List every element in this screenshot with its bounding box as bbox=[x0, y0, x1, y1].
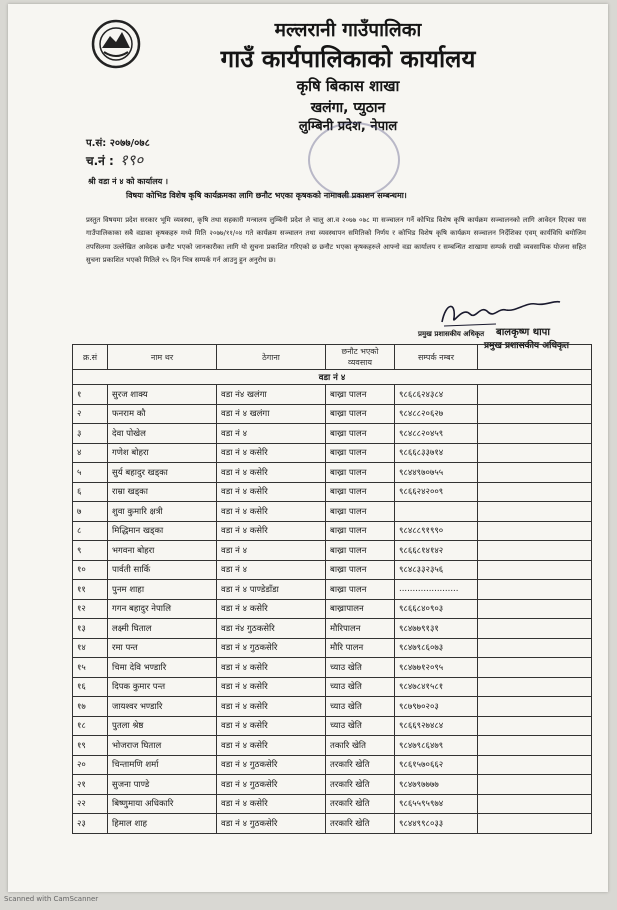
office-name: गाउँ कार्यपालिकाको कार्यालय bbox=[220, 45, 476, 73]
serial-cell: १९ bbox=[73, 736, 108, 756]
serial-cell: ४ bbox=[73, 443, 108, 463]
business-cell: तरकारि खेति bbox=[326, 755, 395, 775]
business-cell: बाख्रा पालन bbox=[326, 521, 395, 541]
serial-cell: १३ bbox=[73, 619, 108, 639]
contact-cell: ९८६६२४२००९ bbox=[395, 482, 478, 502]
address-cell: वडा नं४ गुठकसेरि bbox=[217, 619, 326, 639]
business-cell: बाख्रा पालन bbox=[326, 580, 395, 600]
address-cell: वडा नं ४ गुठकसेरि bbox=[217, 814, 326, 834]
serial-cell: २३ bbox=[73, 814, 108, 834]
signatory-title: प्रमुख प्रशासकीय अधिकृत bbox=[484, 341, 570, 351]
signatory-name: बालकृष्ण थापा bbox=[496, 327, 550, 338]
blank-cell bbox=[478, 482, 592, 502]
contact-cell: ९८६६८३३७१४ bbox=[395, 443, 478, 463]
contact-cell: ९८६५५९५९७४ bbox=[395, 794, 478, 814]
contact-cell: ९८४८८९१९९० bbox=[395, 521, 478, 541]
contact-cell: ९८४७९७७७७ bbox=[395, 775, 478, 795]
business-cell: च्याउ खेति bbox=[326, 716, 395, 736]
header-blank bbox=[478, 345, 592, 370]
selected-farmers-table bbox=[72, 344, 592, 834]
table-row bbox=[73, 658, 592, 678]
business-cell: बाख्रापालन bbox=[326, 599, 395, 619]
contact-cell: ९८६१५७०६६२ bbox=[395, 755, 478, 775]
table-row bbox=[73, 560, 592, 580]
table-row bbox=[73, 443, 592, 463]
address-cell: वडा नं ४ bbox=[217, 560, 326, 580]
serial-cell: १ bbox=[73, 385, 108, 405]
serial-cell: १४ bbox=[73, 638, 108, 658]
contact-cell: ९८६८६२४३८४ bbox=[395, 385, 478, 405]
table-row bbox=[73, 463, 592, 483]
contact-cell: ९८४७७१२०९५ bbox=[395, 658, 478, 678]
business-cell: च्याउ खेति bbox=[326, 677, 395, 697]
table-row bbox=[73, 677, 592, 697]
table-row bbox=[73, 814, 592, 834]
name-cell: रमा पन्त bbox=[108, 638, 217, 658]
serial-cell: ३ bbox=[73, 424, 108, 444]
business-cell: बाख्रा पालन bbox=[326, 424, 395, 444]
contact-cell: ९८४७८४१५८१ bbox=[395, 677, 478, 697]
header-serial: क्र.सं bbox=[73, 345, 108, 370]
address-cell: वडा नं ४ कसेरि bbox=[217, 482, 326, 502]
table-row bbox=[73, 755, 592, 775]
table-row bbox=[73, 541, 592, 561]
blank-cell bbox=[478, 814, 592, 834]
serial-cell: ८ bbox=[73, 521, 108, 541]
blank-cell bbox=[478, 424, 592, 444]
contact-cell: ९८४७७९१३१ bbox=[395, 619, 478, 639]
name-cell: गगन बहादुर नेपालि bbox=[108, 599, 217, 619]
contact-cell: ९८४७९८६४७९ bbox=[395, 736, 478, 756]
serial-cell: २२ bbox=[73, 794, 108, 814]
business-cell: च्याउ खेति bbox=[326, 697, 395, 717]
header-address: ठेगाना bbox=[217, 345, 326, 370]
business-cell: तरकारि खेति bbox=[326, 794, 395, 814]
business-cell: बाख्रा पालन bbox=[326, 482, 395, 502]
blank-cell bbox=[478, 385, 592, 405]
document-page bbox=[8, 4, 608, 892]
serial-cell: ११ bbox=[73, 580, 108, 600]
contact-cell: ९८४८३३२३५६ bbox=[395, 560, 478, 580]
business-cell: बाख्रा पालन bbox=[326, 560, 395, 580]
serial-cell: ७ bbox=[73, 502, 108, 522]
table-row bbox=[73, 385, 592, 405]
blank-cell bbox=[478, 541, 592, 561]
name-cell: देवा पोखेल bbox=[108, 424, 217, 444]
table-row bbox=[73, 697, 592, 717]
name-cell: शुवा कुमारि क्षत्री bbox=[108, 502, 217, 522]
ward-label: वडा नं ४ bbox=[73, 370, 592, 385]
address-cell: वडा नं ४ खलंगा bbox=[217, 404, 326, 424]
blank-cell bbox=[478, 599, 592, 619]
table-row bbox=[73, 736, 592, 756]
contact-cell: ९८६६९२७४८४ bbox=[395, 716, 478, 736]
serial-cell: ६ bbox=[73, 482, 108, 502]
table-row bbox=[73, 599, 592, 619]
blank-cell bbox=[478, 775, 592, 795]
office-stamp bbox=[308, 122, 400, 198]
serial-cell: १२ bbox=[73, 599, 108, 619]
serial-cell: १६ bbox=[73, 677, 108, 697]
blank-cell bbox=[478, 697, 592, 717]
business-cell: बाख्रा पालन bbox=[326, 443, 395, 463]
contact-cell: ९८४८८२०६२७ bbox=[395, 404, 478, 424]
scanner-watermark: Scanned with CamScanner bbox=[4, 895, 99, 903]
section-name: कृषि बिकास शाखा bbox=[296, 77, 400, 95]
name-cell: दिपक कुमार पन्त bbox=[108, 677, 217, 697]
blank-cell bbox=[478, 502, 592, 522]
name-cell: मिद्धिमान खड्का bbox=[108, 521, 217, 541]
address-cell: वडा नं ४ कसेरि bbox=[217, 658, 326, 678]
province-country: लुम्बिनी प्रदेश, नेपाल bbox=[298, 119, 398, 134]
address-cell: वडा नं४ खलंगा bbox=[217, 385, 326, 405]
reference-number: प.सं: २०७७/०७८ bbox=[86, 138, 150, 149]
notice-body: प्रस्तुत विषयमा प्रदेश सरकार भूमि व्यवस्था, कृषि तथा सहकारी मन्त्रालय लुम्बिनी प्रदेश ले चालु आ.व २०७७ ०७८ मा सञ्चालन गर्ने कोभिड विशेष कृषि कार्यक्रम सञ्चालनको लागि आवेदन दिएका यस गाउँपालिकाका सबै वडाका कृषकहरु मध्ये मिति २०७७/११/०४ गते कार्यक्रम सञ्चालन तथा व्यवस्थापन समितिको निर्णय र कोभिड विशेष कृषि कार्यक्रम सञ्चालन निर्देशिका एवम् कार्यविधि बमोजिम तपसिलमा उल्लेखित आवेदक छनौट भएको जानकारीका लागि यो सुचना प्रकाशित गरिएको छ छनौट भएका कृषकहरुले आफ्नो वडा कार्यालय र सम्बन्धित शाखामा सम्पर्क राखी व्यवसायिक योजना सहित सुचना प्रकाशित भएको मितिले १५ दिन भित्र सम्पर्क गर्न आउनु हुन अनुरोध छ। bbox=[86, 216, 586, 264]
contact-cell: ९८४७९८६०७३ bbox=[395, 638, 478, 658]
table-header-row bbox=[73, 345, 592, 370]
blank-cell bbox=[478, 560, 592, 580]
addressee: श्री वडा नं ४ को कार्यालय । bbox=[88, 177, 169, 186]
address-cell: वडा नं ४ कसेरि bbox=[217, 599, 326, 619]
dispatch-value: १९० bbox=[119, 151, 144, 169]
address-cell: वडा नं ४ कसेरि bbox=[217, 736, 326, 756]
name-cell: चिन्तामणि शर्मा bbox=[108, 755, 217, 775]
blank-cell bbox=[478, 716, 592, 736]
address-cell: वडा नं ४ bbox=[217, 541, 326, 561]
office-location: खलंगा, प्युठान bbox=[310, 100, 386, 116]
table-row bbox=[73, 775, 592, 795]
address-cell: वडा नं ४ कसेरि bbox=[217, 443, 326, 463]
serial-cell: २० bbox=[73, 755, 108, 775]
name-cell: सुर्य बहादुर खड्का bbox=[108, 463, 217, 483]
table-row bbox=[73, 716, 592, 736]
address-cell: वडा नं ४ गुठकसेरि bbox=[217, 775, 326, 795]
address-cell: वडा नं ४ पाण्डेडाँडा bbox=[217, 580, 326, 600]
business-cell: बाख्रा पालन bbox=[326, 463, 395, 483]
address-cell: वडा नं ४ कसेरि bbox=[217, 521, 326, 541]
business-cell: बाख्रा पालन bbox=[326, 404, 395, 424]
dispatch-number bbox=[86, 150, 143, 170]
business-cell: मौरिपालन bbox=[326, 619, 395, 639]
name-cell: चिमा देवि भण्डारि bbox=[108, 658, 217, 678]
address-cell: वडा नं ४ कसेरि bbox=[217, 716, 326, 736]
name-cell: जायश्वर भण्डारि bbox=[108, 697, 217, 717]
header-name: नाम थर bbox=[108, 345, 217, 370]
table-row bbox=[73, 794, 592, 814]
table-row bbox=[73, 502, 592, 522]
blank-cell bbox=[478, 404, 592, 424]
table-row bbox=[73, 521, 592, 541]
contact-cell: ९८६६८१४१४२ bbox=[395, 541, 478, 561]
business-cell: मौरि पालन bbox=[326, 638, 395, 658]
serial-cell: ९ bbox=[73, 541, 108, 561]
table-row bbox=[73, 404, 592, 424]
contact-cell: ९८४८८२०४५९ bbox=[395, 424, 478, 444]
name-cell: पुतला श्रेष्ठ bbox=[108, 716, 217, 736]
header-contact: सम्पर्क नम्बर bbox=[395, 345, 478, 370]
table-row bbox=[73, 638, 592, 658]
ward-row bbox=[73, 370, 592, 385]
contact-cell: ...................... bbox=[395, 580, 478, 600]
contact-cell: ९८४४९९८०३३ bbox=[395, 814, 478, 834]
address-cell: वडा नं ४ गुठकसेरि bbox=[217, 755, 326, 775]
address-cell: वडा नं ४ कसेरि bbox=[217, 463, 326, 483]
subject-line: विषयः कोभिड विशेष कृषि कार्यक्रमका लागि छनौट भएका कृषकको नामावली प्रकाशन सम्बन्धमा। bbox=[126, 191, 407, 200]
blank-cell bbox=[478, 638, 592, 658]
signatory-title-small: प्रमुख प्रशासकीय अधिकृत bbox=[418, 330, 485, 338]
serial-cell: १८ bbox=[73, 716, 108, 736]
name-cell: लक्ष्मी घिताल bbox=[108, 619, 217, 639]
name-cell: राम्रा खड्का bbox=[108, 482, 217, 502]
serial-cell: ५ bbox=[73, 463, 108, 483]
blank-cell bbox=[478, 443, 592, 463]
blank-cell bbox=[478, 794, 592, 814]
name-cell: पार्वती सार्कि bbox=[108, 560, 217, 580]
business-cell: बाख्रा पालन bbox=[326, 502, 395, 522]
blank-cell bbox=[478, 755, 592, 775]
business-cell: बाख्रा पालन bbox=[326, 541, 395, 561]
blank-cell bbox=[478, 463, 592, 483]
business-cell: तरकारि खेति bbox=[326, 775, 395, 795]
blank-cell bbox=[478, 736, 592, 756]
address-cell: वडा नं ४ कसेरि bbox=[217, 794, 326, 814]
serial-cell: १७ bbox=[73, 697, 108, 717]
serial-cell: १० bbox=[73, 560, 108, 580]
name-cell: सुरज शाक्य bbox=[108, 385, 217, 405]
blank-cell bbox=[478, 619, 592, 639]
blank-cell bbox=[478, 521, 592, 541]
dispatch-label: च.नं : bbox=[86, 154, 114, 168]
contact-cell: ९८४४९७०७५५ bbox=[395, 463, 478, 483]
address-cell: वडा नं ४ गुठकसेरि bbox=[217, 638, 326, 658]
business-cell: तकारि खेति bbox=[326, 736, 395, 756]
name-cell: फनराम कौ bbox=[108, 404, 217, 424]
table-row bbox=[73, 482, 592, 502]
blank-cell bbox=[478, 658, 592, 678]
blank-cell bbox=[478, 580, 592, 600]
name-cell: पुनम शाहा bbox=[108, 580, 217, 600]
table-row bbox=[73, 580, 592, 600]
name-cell: सुजना पाण्डे bbox=[108, 775, 217, 795]
name-cell: भोजराज घिताल bbox=[108, 736, 217, 756]
serial-cell: २ bbox=[73, 404, 108, 424]
contact-cell: ९८६६८४०९०३ bbox=[395, 599, 478, 619]
serial-cell: १५ bbox=[73, 658, 108, 678]
address-cell: वडा नं ४ bbox=[217, 424, 326, 444]
name-cell: हिमाल शाह bbox=[108, 814, 217, 834]
contact-cell: ९८७९७०२०३ bbox=[395, 697, 478, 717]
table-row bbox=[73, 619, 592, 639]
table-row bbox=[73, 424, 592, 444]
name-cell: भगवना बोहरा bbox=[108, 541, 217, 561]
municipality-name: मल्लरानी गाउँपालिका bbox=[274, 19, 422, 41]
name-cell: बिष्णुमाया अधिकारि bbox=[108, 794, 217, 814]
blank-cell bbox=[478, 677, 592, 697]
address-cell: वडा नं ४ कसेरि bbox=[217, 502, 326, 522]
address-cell: वडा नं ४ कसेरि bbox=[217, 697, 326, 717]
business-cell: बाख्रा पालन bbox=[326, 385, 395, 405]
address-cell: वडा नं ४ कसेरि bbox=[217, 677, 326, 697]
contact-cell bbox=[395, 502, 478, 522]
header-business: छनौट भएको व्यवसाय bbox=[326, 345, 395, 370]
business-cell: च्याउ खेति bbox=[326, 658, 395, 678]
name-cell: गणेश बोहरा bbox=[108, 443, 217, 463]
serial-cell: २१ bbox=[73, 775, 108, 795]
business-cell: तरकारि खेति bbox=[326, 814, 395, 834]
